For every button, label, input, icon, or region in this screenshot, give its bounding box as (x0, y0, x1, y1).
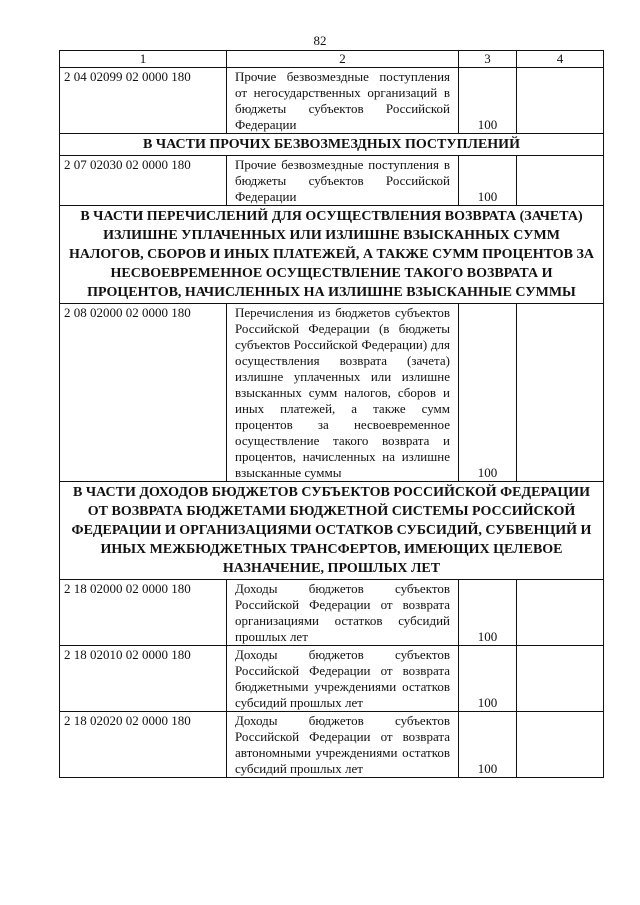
column-4-value (517, 712, 604, 778)
budget-classification-table (59, 50, 604, 778)
standard-percent: 100 (459, 156, 517, 206)
budget-code: 2 04 02099 02 0000 180 (60, 68, 227, 134)
budget-code: 2 18 02020 02 0000 180 (60, 712, 227, 778)
column-4-value (517, 580, 604, 646)
standard-percent: 100 (459, 580, 517, 646)
standard-percent: 100 (459, 68, 517, 134)
column-4-value (517, 156, 604, 206)
column-header-4: 4 (517, 51, 604, 68)
column-4-value (517, 68, 604, 134)
column-header-row (60, 51, 604, 68)
column-header-2: 2 (227, 51, 459, 68)
table-row (60, 580, 604, 646)
standard-percent: 100 (459, 712, 517, 778)
revenue-description: Доходы бюджетов субъектов Российской Федерации от возврата организациями остатков субсидий прошлых лет (227, 580, 459, 646)
section-heading-row (60, 482, 604, 580)
column-4-value (517, 304, 604, 482)
column-4-value (517, 646, 604, 712)
column-header-1: 1 (60, 51, 227, 68)
standard-percent: 100 (459, 304, 517, 482)
revenue-description: Доходы бюджетов субъектов Российской Федерации от возврата автономными учреждениями остатков субсидий прошлых лет (227, 712, 459, 778)
revenue-description: Доходы бюджетов субъектов Российской Федерации от возврата бюджетными учреждениями остатков субсидий прошлых лет (227, 646, 459, 712)
revenue-description: Перечисления из бюджетов субъектов Российской Федерации (в бюджеты субъектов Российской Федерации) для осуществления возврата (зачета) излишне уплаченных или излишне взысканных сумм налогов, сборов и иных платежей, а также сумм процентов за несвоевременное осуществление такого возврата и процентов, начисленных на излишне взысканные суммы (227, 304, 459, 482)
revenue-description: Прочие безвозмездные поступления в бюджеты субъектов Российской Федерации (227, 156, 459, 206)
table-row (60, 156, 604, 206)
budget-code: 2 08 02000 02 0000 180 (60, 304, 227, 482)
standard-percent: 100 (459, 646, 517, 712)
table-row (60, 304, 604, 482)
section-heading-row (60, 134, 604, 156)
column-header-3: 3 (459, 51, 517, 68)
revenue-description: Прочие безвозмездные поступления от негосударственных организаций в бюджеты субъектов Российской Федерации (227, 68, 459, 134)
budget-code: 2 07 02030 02 0000 180 (60, 156, 227, 206)
section-heading: В ЧАСТИ ПРОЧИХ БЕЗВОЗМЕЗДНЫХ ПОСТУПЛЕНИЙ (60, 134, 604, 156)
budget-code: 2 18 02000 02 0000 180 (60, 580, 227, 646)
section-heading-row (60, 206, 604, 304)
budget-code: 2 18 02010 02 0000 180 (60, 646, 227, 712)
page-number: 82 (313, 33, 327, 48)
table-row (60, 646, 604, 712)
table-row (60, 68, 604, 134)
section-heading: В ЧАСТИ ПЕРЕЧИСЛЕНИЙ ДЛЯ ОСУЩЕСТВЛЕНИЯ ВОЗВРАТА (ЗАЧЕТА) ИЗЛИШНЕ УПЛАЧЕННЫХ ИЛИ ИЗЛИШНЕ ВЗЫСКАННЫХ СУММ НАЛОГОВ, СБОРОВ И ИНЫХ ПЛАТЕЖЕЙ, А ТАКЖЕ СУММ ПРОЦЕНТОВ ЗА НЕСВОЕВРЕМЕННОЕ ОСУЩЕСТВЛЕНИЕ ТАКОГО ВОЗВРАТА И ПРОЦЕНТОВ, НАЧИСЛЕННЫХ НА ИЗЛИШНЕ ВЗЫСКАННЫЕ СУММЫ (60, 206, 604, 304)
section-heading: В ЧАСТИ ДОХОДОВ БЮДЖЕТОВ СУБЪЕКТОВ РОССИЙСКОЙ ФЕДЕРАЦИИ ОТ ВОЗВРАТА БЮДЖЕТАМИ БЮДЖЕТНОЙ СИСТЕМЫ РОССИЙСКОЙ ФЕДЕРАЦИИ И ОРГАНИЗАЦИЯМИ ОСТАТКОВ СУБСИДИЙ, СУБВЕНЦИЙ И ИНЫХ МЕЖБЮДЖЕТНЫХ ТРАНСФЕРТОВ, ИМЕЮЩИХ ЦЕЛЕВОЕ НАЗНАЧЕНИЕ, ПРОШЛЫХ ЛЕТ (60, 482, 604, 580)
table-row (60, 712, 604, 778)
